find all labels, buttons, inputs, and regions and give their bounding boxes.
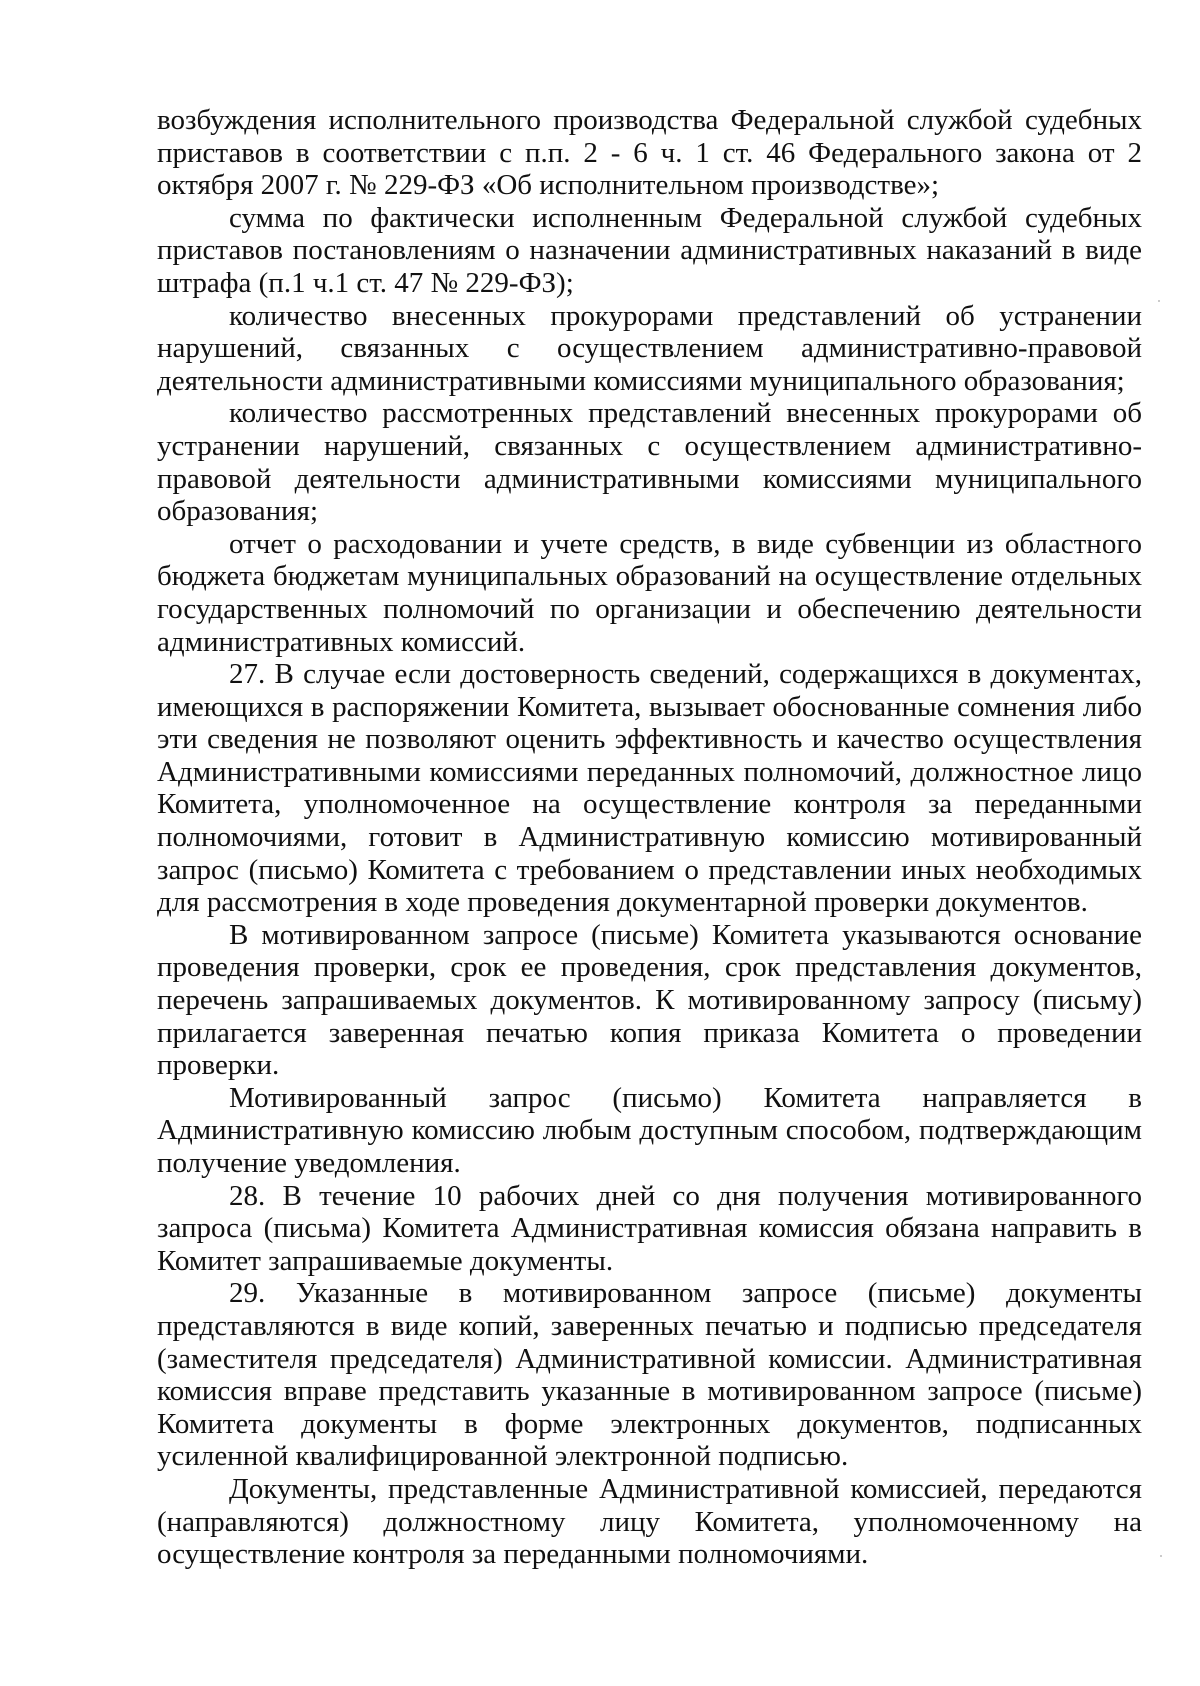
paragraph-prosecutor-submissions: количество внесенных прокурорами представлений об устранении нарушений, связанных с осуществлением административно-правовой деятельности административными комиссиями муниципального образования;	[157, 299, 1142, 397]
paragraph-documents-transfer: Документы, представленные Административной комиссией, передаются (направляются) должностному лицу Комитета, уполномоченному на осуществление контроля за переданными полномочиями.	[157, 1472, 1142, 1571]
paragraph-expense-report: отчет о расходовании и учете средств, в виде субвенции из областного бюджета бюджетам муниципальных образований на осуществление отдельных государственных полномочий по организации и обеспечению деятельности административных комиссий.	[157, 527, 1142, 658]
scan-speck	[1160, 1555, 1162, 1557]
paragraph-reviewed-submissions: количество рассмотренных представлений внесенных прокурорами об устранении нарушений, связанных с осуществлением административно-правовой деятельности административными комиссиями муниципального образования;	[157, 397, 1142, 528]
paragraph-item-27: 27. В случае если достоверность сведений, содержащихся в документах, имеющихся в распоряжении Комитета, вызывает обоснованные сомнения либо эти сведения не позволяют оценить эффективность и качество осуществления Административными комиссиями переданных полномочий, должностное лицо Комитета, уполномоченное на осуществление контроля за переданными полномочиями, готовит в Административную комиссию мотивированный запрос (письмо) Комитета с требованием о представлении иных необходимых для рассмотрения в ходе проведения документарной проверки документов.	[157, 658, 1142, 919]
paragraph-continuation: возбуждения исполнительного производства Федеральной службой судебных приставов в соответствии с п.п. 2 - 6 ч. 1 ст. 46 Федерального закона от 2 октября 2007 г. № 229-ФЗ «Об исполнительном производстве»;	[157, 104, 1142, 202]
paragraph-fine-sum: сумма по фактически исполненным Федеральной службой судебных приставов постановлениям о назначении административных наказаний в виде штрафа (п.1 ч.1 ст. 47 № 229-ФЗ);	[157, 201, 1142, 299]
document-body	[157, 104, 1142, 1571]
paragraph-request-delivery: Мотивированный запрос (письмо) Комитета направляется в Административную комиссию любым доступным способом, подтверждающим получение уведомления.	[157, 1081, 1142, 1179]
paragraph-item-28: 28. В течение 10 рабочих дней со дня получения мотивированного запроса (письма) Комитета Административная комиссия обязана направить в Комитет запрашиваемые документы.	[157, 1179, 1142, 1277]
paragraph-request-contents: В мотивированном запросе (письме) Комитета указываются основание проведения проверки, срок ее проведения, срок представления документов, перечень запрашиваемых документов. К мотивированному запросу (письму) прилагается заверенная печатью копия приказа Комитета о проведении проверки.	[157, 918, 1142, 1082]
paragraph-item-29: 29. Указанные в мотивированном запросе (письме) документы представляются в виде копий, заверенных печатью и подписью председателя (заместителя председателя) Административной комиссии. Административная комиссия вправе представить указанные в мотивированном запросе (письме) Комитета документы в форме электронных документов, подписанных усиленной квалифицированной электронной подписью.	[157, 1277, 1142, 1473]
scan-speck	[1158, 300, 1160, 302]
